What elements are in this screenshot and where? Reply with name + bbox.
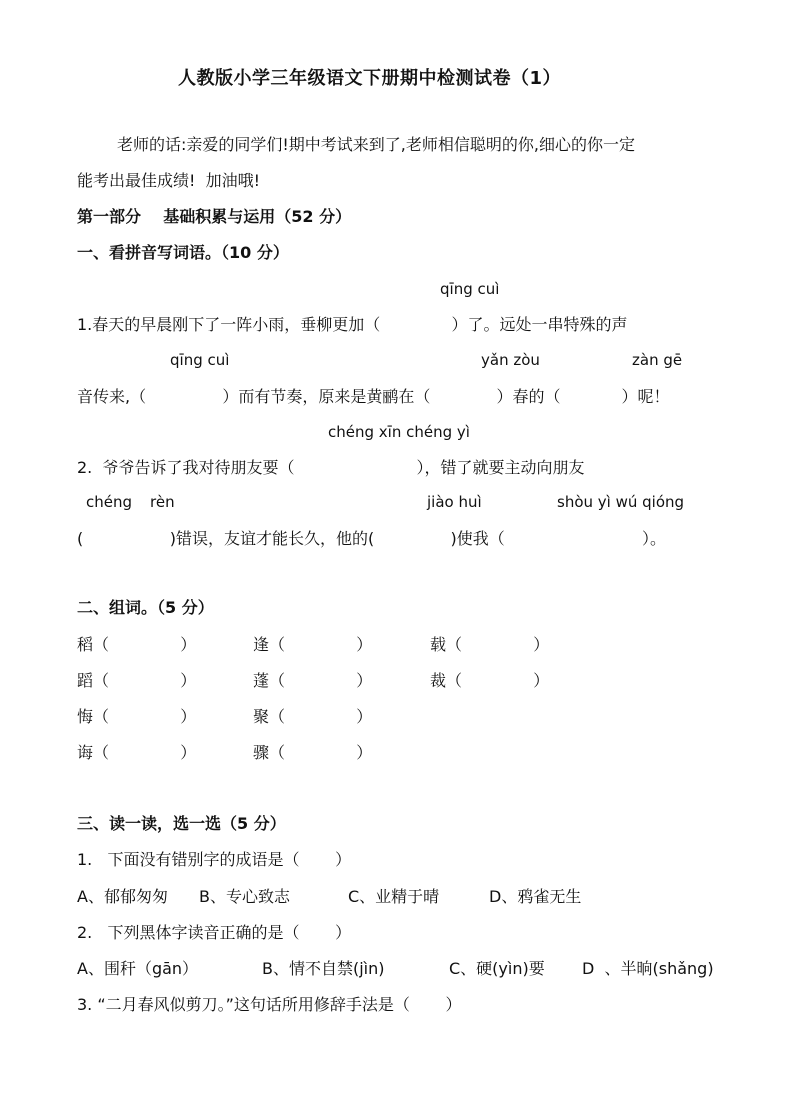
word-item-1-3: 载（ ）	[430, 635, 550, 654]
q2-line-2: ( )错误，友谊才能长久，他的( )使我（ ）。	[77, 529, 667, 548]
q2-pinyin-a: chéng xīn chéng yì	[328, 423, 470, 441]
q1-pinyin-c: yǎn zòu	[481, 351, 540, 369]
word-item-2-2: 蓬（ ）	[253, 671, 373, 690]
s3-q1-option-b: B、专心致志	[199, 887, 290, 906]
word-item-4-1: 诲（ ）	[77, 743, 197, 762]
word-item-3-2: 聚（ ）	[253, 707, 373, 726]
intro-line-1: 老师的话:亲爱的同学们!期中考试来到了,老师相信聪明的你,细心的你一定	[117, 135, 635, 154]
q1-pinyin-d: zàn gē	[632, 351, 683, 369]
s3-q2-option-b: B、情不自禁(jìn)	[262, 959, 385, 978]
s3-q2-option-d: D 、半晌(shǎng)	[582, 959, 714, 978]
word-item-1-2: 逢（ ）	[253, 635, 373, 654]
word-item-2-3: 裁（ ）	[430, 671, 550, 690]
q1-line-2: 音传来,（ ）而有节奏，原来是黄鹂在（ ）春的（ ）呢！	[77, 387, 670, 406]
word-item-1-1: 稻（ ）	[77, 635, 197, 654]
section1-heading: 一、看拼音写词语。（10 分）	[77, 243, 289, 262]
q2-pinyin-c: jiào huì	[427, 493, 482, 511]
s3-q1-option-a: A、郁郁匆匆	[77, 887, 168, 906]
word-item-2-1: 蹈（ ）	[77, 671, 197, 690]
q2-pinyin-d: shòu yì wú qióng	[557, 493, 685, 511]
page-title: 人教版小学三年级语文下册期中检测试卷（1）	[178, 68, 562, 89]
q2-line-1: 2. 爷爷告诉了我对待朋友要（ ），错了就要主动向朋友	[77, 458, 585, 477]
q1-line-1: 1.春天的早晨刚下了一阵小雨，垂柳更加（ ）了。远处一串特殊的声	[77, 315, 628, 334]
section2-heading: 二、组词。（5 分）	[77, 598, 214, 617]
s3-q1: 1. 下面没有错别字的成语是（ ）	[77, 850, 352, 869]
section3-heading: 三、读一读，选一选（5 分）	[77, 814, 286, 833]
s3-q2: 2. 下列黑体字读音正确的是（ ）	[77, 923, 352, 942]
word-item-3-1: 悔（ ）	[77, 707, 197, 726]
s3-q3: 3. “二月春风似剪刀。”这句话所用修辞手法是（ ）	[77, 995, 462, 1014]
s3-q1-option-c: C、业精于晴	[348, 887, 440, 906]
word-item-4-2: 骤（ ）	[253, 743, 373, 762]
part1-heading: 第一部分 基础积累与运用（52 分）	[77, 207, 352, 226]
s3-q1-option-d: D、鸦雀无生	[489, 887, 582, 906]
s3-q2-option-a: A、围秆（gān）	[77, 959, 199, 978]
s3-q2-option-c: C、硬(yìn)要	[449, 959, 545, 978]
intro-line-2: 能考出最佳成绩! 加油哦!	[77, 171, 261, 190]
q1-pinyin-a: qīng cuì	[440, 280, 500, 298]
q2-pinyin-b1: chéng	[86, 493, 133, 511]
q1-pinyin-b: qīng cuì	[170, 351, 230, 369]
q2-pinyin-b2: rèn	[150, 493, 175, 511]
